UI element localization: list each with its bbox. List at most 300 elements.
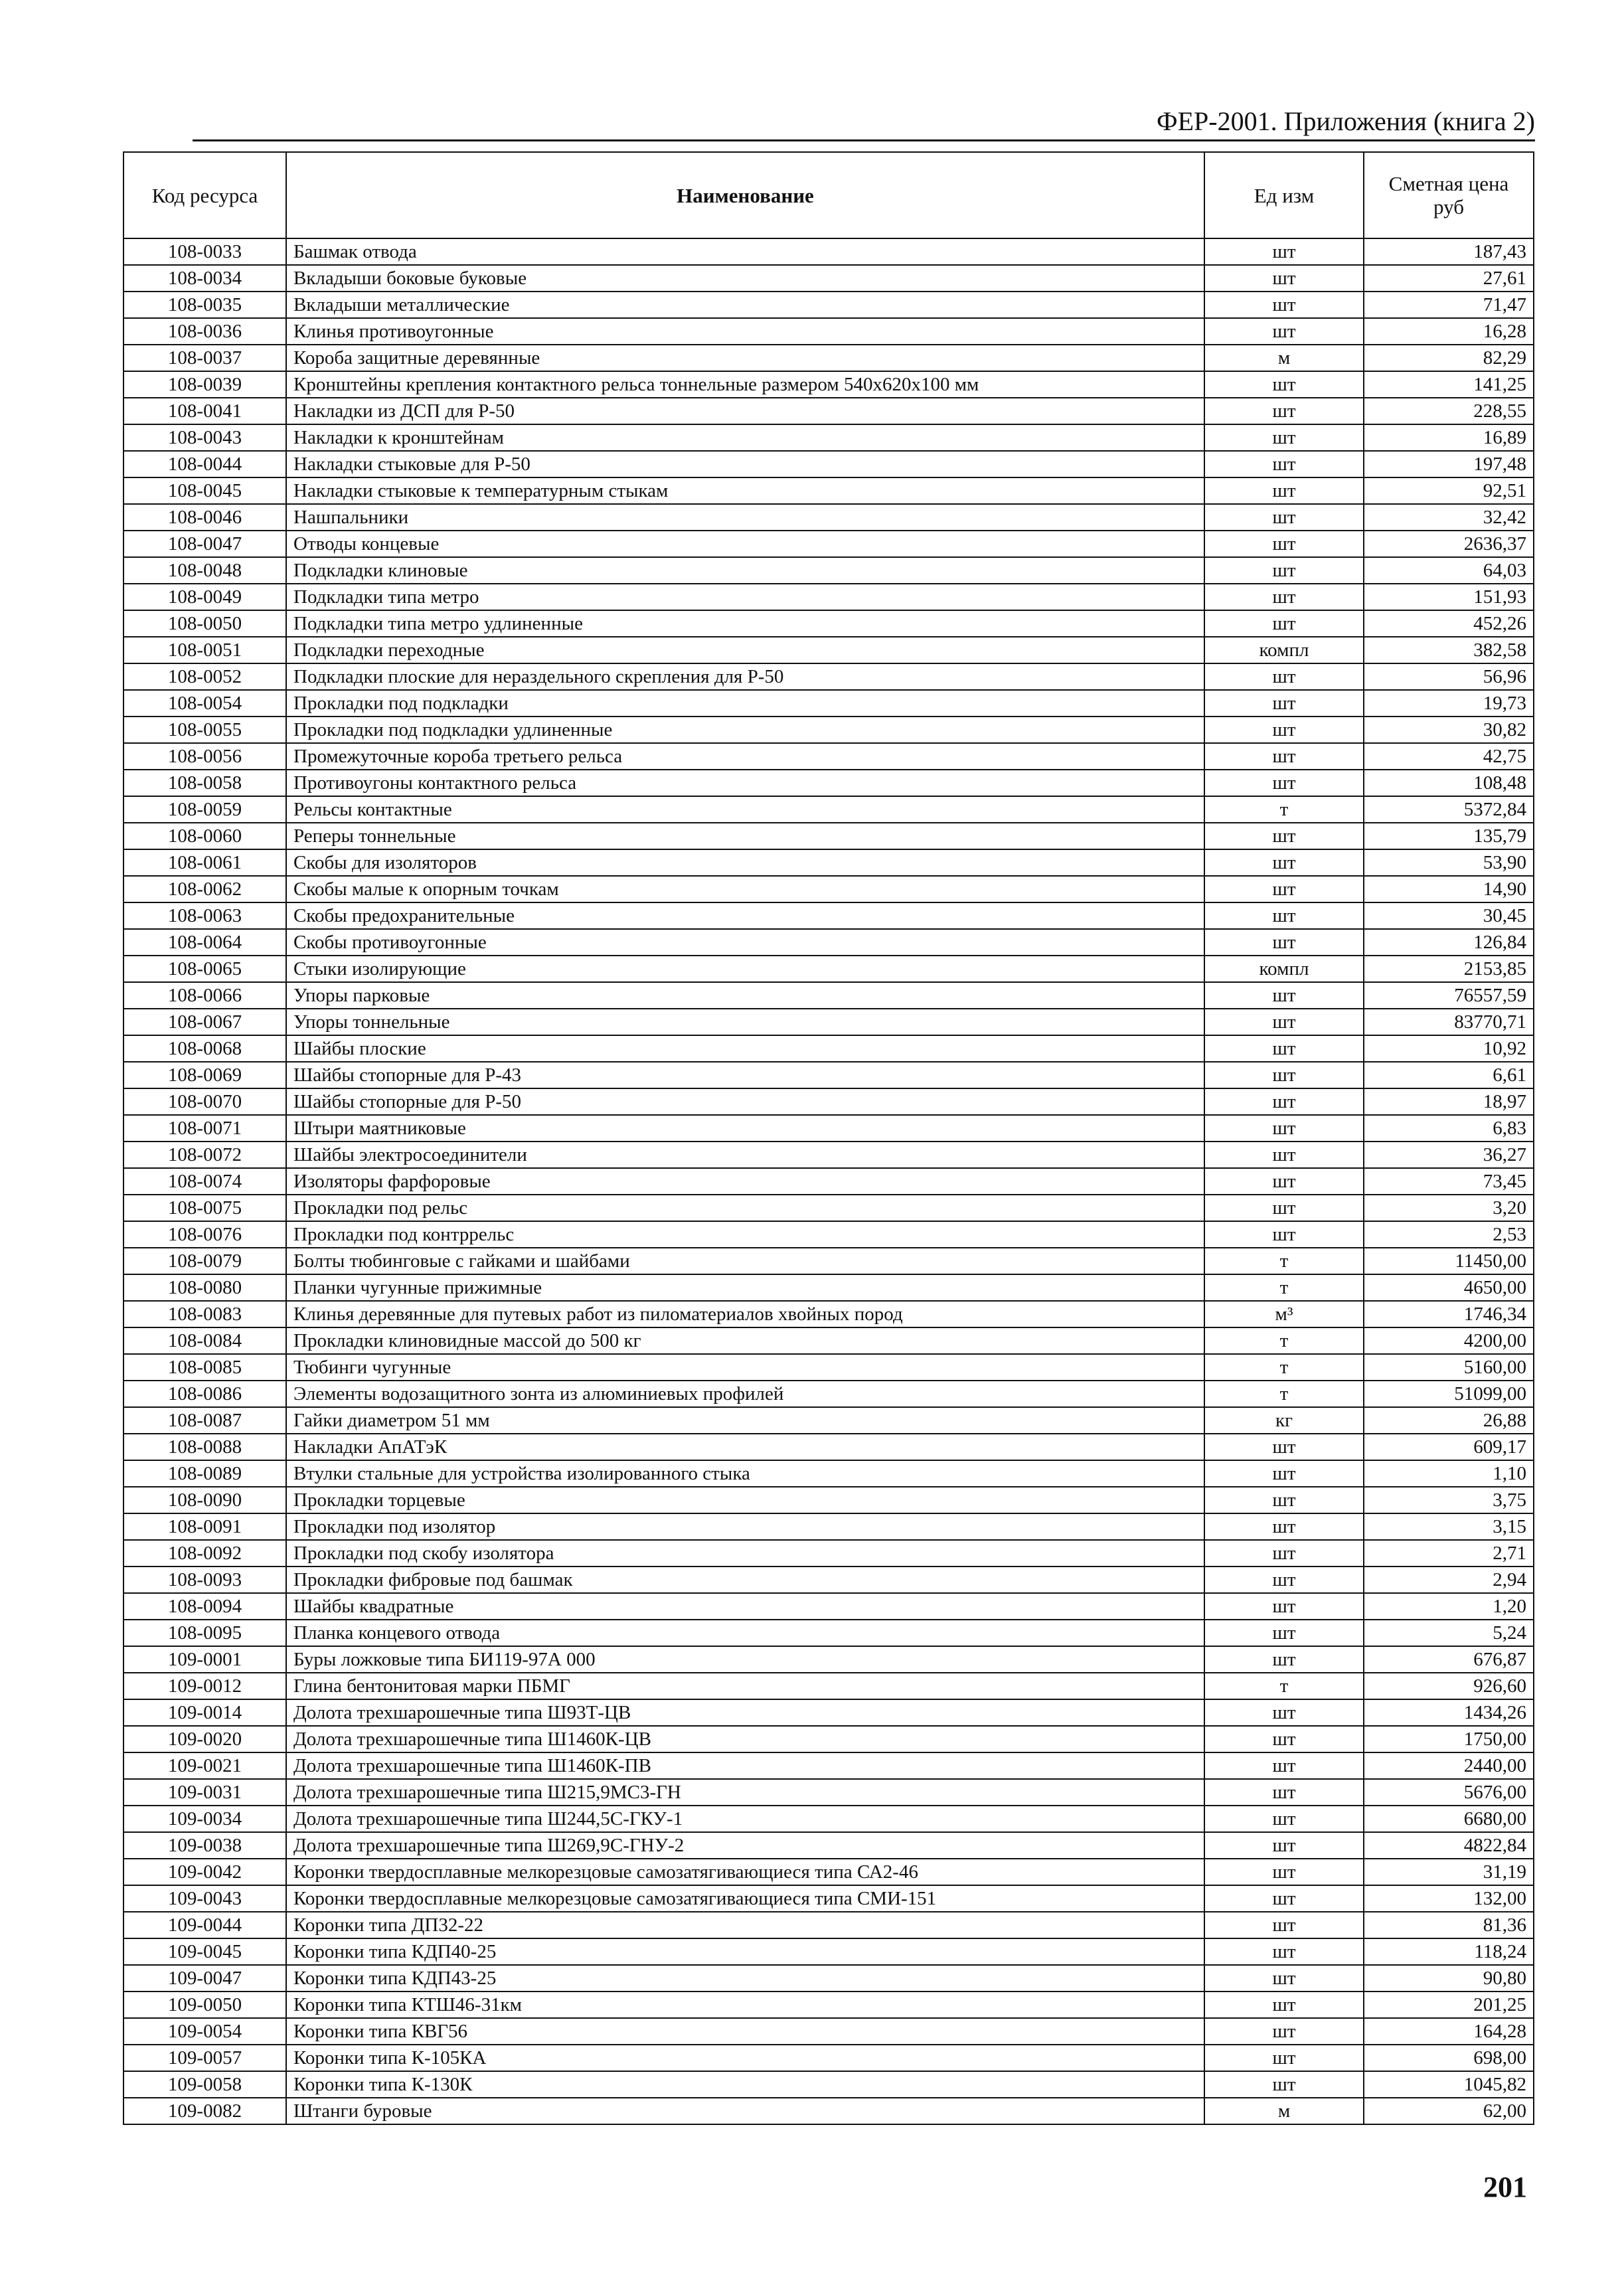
cell-resource-code: 108-0092 (123, 1540, 286, 1567)
table-row (123, 1513, 1534, 1540)
cell-unit: т (1204, 796, 1364, 823)
cell-unit: шт (1204, 1912, 1364, 1938)
cell-price: 228,55 (1364, 398, 1534, 424)
cell-price: 132,00 (1364, 1885, 1534, 1912)
cell-price: 6,61 (1364, 1062, 1534, 1088)
table-row (123, 956, 1534, 982)
cell-unit: т (1204, 1673, 1364, 1699)
cell-price: 6,83 (1364, 1115, 1534, 1142)
cell-resource-name: Элементы водозащитного зонта из алюминиевых профилей (286, 1381, 1204, 1407)
column-header-price: Сметная цена руб (1364, 152, 1534, 238)
table-row (123, 2018, 1534, 2045)
cell-resource-name: Кронштейны крепления контактного рельса тоннельные размером 540х620х100 мм (286, 371, 1204, 398)
cell-resource-code: 108-0074 (123, 1168, 286, 1195)
table-row (123, 424, 1534, 451)
cell-resource-code: 108-0061 (123, 849, 286, 876)
cell-price: 452,26 (1364, 610, 1534, 637)
cell-price: 2440,00 (1364, 1752, 1534, 1779)
cell-price: 51099,00 (1364, 1381, 1534, 1407)
cell-price: 609,17 (1364, 1434, 1534, 1460)
cell-price: 56,96 (1364, 663, 1534, 690)
cell-resource-name: Штыри маятниковые (286, 1115, 1204, 1142)
table-row (123, 1301, 1534, 1327)
cell-resource-name: Долота трехшарошечные типа Ш93Т-ЦВ (286, 1699, 1204, 1726)
cell-price: 201,25 (1364, 1992, 1534, 2018)
cell-unit: шт (1204, 1646, 1364, 1673)
cell-resource-name: Упоры парковые (286, 982, 1204, 1009)
table-row (123, 1195, 1534, 1221)
cell-resource-name: Коронки типа К-105КА (286, 2045, 1204, 2071)
cell-resource-name: Прокладки под рельс (286, 1195, 1204, 1221)
table-row (123, 1142, 1534, 1168)
table-row (123, 1992, 1534, 2018)
cell-resource-code: 108-0064 (123, 929, 286, 956)
table-row (123, 1806, 1534, 1832)
cell-resource-name: Клинья деревянные для путевых работ из пиломатериалов хвойных пород (286, 1301, 1204, 1327)
table-row (123, 1009, 1534, 1035)
cell-resource-name: Долота трехшарошечные типа Ш1460К-ЦВ (286, 1726, 1204, 1752)
cell-resource-name: Глина бентонитовая марки ПБМГ (286, 1673, 1204, 1699)
cell-resource-code: 108-0072 (123, 1142, 286, 1168)
cell-resource-code: 108-0041 (123, 398, 286, 424)
cell-unit: шт (1204, 1487, 1364, 1513)
cell-resource-name: Башмак отвода (286, 238, 1204, 265)
cell-resource-name: Долота трехшарошечные типа Ш269,9С-ГНУ-2 (286, 1832, 1204, 1859)
cell-resource-name: Коронки типа КДП43-25 (286, 1965, 1204, 1992)
cell-resource-code: 109-0020 (123, 1726, 286, 1752)
cell-price: 26,88 (1364, 1407, 1534, 1434)
cell-price: 30,45 (1364, 902, 1534, 929)
cell-resource-name: Прокладки под подкладки (286, 690, 1204, 717)
page-number: 201 (1483, 2171, 1527, 2203)
table-row (123, 637, 1534, 663)
cell-price: 2636,37 (1364, 531, 1534, 557)
cell-unit: шт (1204, 292, 1364, 318)
cell-resource-code: 108-0036 (123, 318, 286, 345)
cell-unit: шт (1204, 1938, 1364, 1965)
cell-resource-code: 108-0079 (123, 1248, 286, 1274)
table-row (123, 929, 1534, 956)
cell-resource-code: 109-0044 (123, 1912, 286, 1938)
cell-resource-name: Реперы тоннельные (286, 823, 1204, 849)
cell-resource-name: Шайбы квадратные (286, 1593, 1204, 1620)
cell-resource-code: 109-0021 (123, 1752, 286, 1779)
cell-resource-name: Шайбы электросоединители (286, 1142, 1204, 1168)
cell-resource-code: 109-0054 (123, 2018, 286, 2045)
table-row (123, 1726, 1534, 1752)
table-row (123, 743, 1534, 770)
cell-resource-name: Скобы для изоляторов (286, 849, 1204, 876)
table-row (123, 1407, 1534, 1434)
cell-resource-code: 109-0058 (123, 2071, 286, 2098)
table-row (123, 1088, 1534, 1115)
column-header-name: Наименование (286, 152, 1204, 238)
cell-unit: шт (1204, 1593, 1364, 1620)
cell-unit: шт (1204, 398, 1364, 424)
cell-unit: шт (1204, 1142, 1364, 1168)
cell-resource-name: Долота трехшарошечные типа Ш215,9МС3-ГН (286, 1779, 1204, 1806)
cell-resource-code: 108-0089 (123, 1460, 286, 1487)
cell-unit: м³ (1204, 1301, 1364, 1327)
cell-unit: шт (1204, 1221, 1364, 1248)
table-row (123, 1248, 1534, 1274)
cell-unit: м (1204, 2098, 1364, 2124)
cell-price: 10,92 (1364, 1035, 1534, 1062)
table-row (123, 876, 1534, 902)
cell-unit: шт (1204, 823, 1364, 849)
cell-unit: шт (1204, 504, 1364, 531)
cell-unit: кг (1204, 1407, 1364, 1434)
cell-unit: т (1204, 1327, 1364, 1354)
cell-unit: шт (1204, 1062, 1364, 1088)
cell-resource-code: 109-0082 (123, 2098, 286, 2124)
cell-unit: шт (1204, 902, 1364, 929)
cell-resource-code: 108-0069 (123, 1062, 286, 1088)
table-row (123, 345, 1534, 371)
cell-resource-code: 108-0076 (123, 1221, 286, 1248)
cell-resource-name: Штанги буровые (286, 2098, 1204, 2124)
table-row (123, 1673, 1534, 1699)
table-row (123, 849, 1534, 876)
cell-resource-code: 108-0091 (123, 1513, 286, 1540)
cell-resource-code: 108-0080 (123, 1274, 286, 1301)
cell-resource-code: 109-0038 (123, 1832, 286, 1859)
cell-resource-code: 108-0094 (123, 1593, 286, 1620)
table-row (123, 1938, 1534, 1965)
cell-price: 11450,00 (1364, 1248, 1534, 1274)
cell-price: 135,79 (1364, 823, 1534, 849)
cell-price: 76557,59 (1364, 982, 1534, 1009)
cell-resource-code: 108-0046 (123, 504, 286, 531)
cell-resource-name: Прокладки под контррельс (286, 1221, 1204, 1248)
cell-price: 27,61 (1364, 265, 1534, 292)
cell-resource-code: 108-0059 (123, 796, 286, 823)
table-row (123, 451, 1534, 477)
cell-resource-code: 108-0071 (123, 1115, 286, 1142)
table-header-row (123, 152, 1534, 238)
table-row (123, 1620, 1534, 1646)
cell-resource-name: Втулки стальные для устройства изолированного стыка (286, 1460, 1204, 1487)
cell-resource-name: Коронки типа ДП32-22 (286, 1912, 1204, 1938)
cell-price: 4200,00 (1364, 1327, 1534, 1354)
cell-resource-code: 108-0034 (123, 265, 286, 292)
cell-resource-code: 108-0083 (123, 1301, 286, 1327)
table-row (123, 1646, 1534, 1673)
cell-price: 19,73 (1364, 690, 1534, 717)
table-row (123, 1381, 1534, 1407)
table-row (123, 1912, 1534, 1938)
cell-resource-name: Накладки к кронштейнам (286, 424, 1204, 451)
page-header-title: ФЕР-2001. Приложения (книга 2) (1157, 106, 1535, 136)
cell-resource-name: Гайки диаметром 51 мм (286, 1407, 1204, 1434)
cell-unit: шт (1204, 531, 1364, 557)
cell-unit: шт (1204, 1009, 1364, 1035)
cell-resource-code: 108-0086 (123, 1381, 286, 1407)
cell-resource-code: 109-0043 (123, 1885, 286, 1912)
cell-unit: шт (1204, 1168, 1364, 1195)
cell-unit: т (1204, 1274, 1364, 1301)
cell-resource-code: 108-0058 (123, 770, 286, 796)
cell-unit: шт (1204, 1115, 1364, 1142)
cell-unit: шт (1204, 1434, 1364, 1460)
cell-resource-name: Отводы концевые (286, 531, 1204, 557)
cell-price: 126,84 (1364, 929, 1534, 956)
table-row (123, 504, 1534, 531)
cell-price: 1,20 (1364, 1593, 1534, 1620)
cell-resource-code: 109-0042 (123, 1859, 286, 1885)
cell-unit: шт (1204, 584, 1364, 610)
cell-unit: шт (1204, 1726, 1364, 1752)
table-row (123, 1274, 1534, 1301)
table-row (123, 1460, 1534, 1487)
cell-resource-code: 108-0084 (123, 1327, 286, 1354)
column-header-unit: Ед изм (1204, 152, 1364, 238)
cell-resource-code: 108-0035 (123, 292, 286, 318)
cell-price: 1750,00 (1364, 1726, 1534, 1752)
cell-unit: м (1204, 345, 1364, 371)
cell-resource-name: Шайбы стопорные для Р-50 (286, 1088, 1204, 1115)
cell-unit: шт (1204, 371, 1364, 398)
table-row (123, 796, 1534, 823)
cell-price: 6680,00 (1364, 1806, 1534, 1832)
cell-price: 83770,71 (1364, 1009, 1534, 1035)
cell-resource-code: 108-0085 (123, 1354, 286, 1381)
cell-resource-name: Коронки типа КТШ46-31км (286, 1992, 1204, 2018)
cell-price: 90,80 (1364, 1965, 1534, 1992)
cell-unit: шт (1204, 982, 1364, 1009)
table-row (123, 557, 1534, 584)
column-header-code: Код ресурса (123, 152, 286, 238)
table-row (123, 902, 1534, 929)
cell-resource-code: 108-0048 (123, 557, 286, 584)
table-row (123, 318, 1534, 345)
table-row (123, 1221, 1534, 1248)
cell-unit: шт (1204, 1752, 1364, 1779)
table-row (123, 1168, 1534, 1195)
cell-resource-name: Коронки типа КВГ56 (286, 2018, 1204, 2045)
resource-price-table (123, 151, 1534, 2125)
cell-unit: шт (1204, 1620, 1364, 1646)
cell-resource-code: 109-0012 (123, 1673, 286, 1699)
cell-price: 698,00 (1364, 2045, 1534, 2071)
cell-resource-name: Противоугоны контактного рельса (286, 770, 1204, 796)
cell-price: 32,42 (1364, 504, 1534, 531)
cell-unit: шт (1204, 451, 1364, 477)
cell-unit: шт (1204, 2071, 1364, 2098)
cell-resource-code: 109-0045 (123, 1938, 286, 1965)
cell-unit: шт (1204, 557, 1364, 584)
cell-resource-name: Подкладки плоские для нераздельного скрепления для Р-50 (286, 663, 1204, 690)
cell-unit: шт (1204, 1885, 1364, 1912)
cell-resource-code: 109-0031 (123, 1779, 286, 1806)
cell-unit: шт (1204, 610, 1364, 637)
cell-price: 53,90 (1364, 849, 1534, 876)
cell-resource-code: 108-0039 (123, 371, 286, 398)
cell-resource-name: Шайбы плоские (286, 1035, 1204, 1062)
cell-resource-code: 108-0043 (123, 424, 286, 451)
cell-resource-name: Коронки твердосплавные мелкорезцовые самозатягивающиеся типа СА2-46 (286, 1859, 1204, 1885)
cell-resource-code: 108-0067 (123, 1009, 286, 1035)
table-row (123, 1832, 1534, 1859)
table-row (123, 1859, 1534, 1885)
table-row (123, 238, 1534, 265)
cell-unit: т (1204, 1381, 1364, 1407)
cell-resource-code: 108-0070 (123, 1088, 286, 1115)
cell-resource-code: 109-0050 (123, 1992, 286, 2018)
cell-price: 164,28 (1364, 2018, 1534, 2045)
cell-unit: шт (1204, 1779, 1364, 1806)
cell-resource-name: Клинья противоугонные (286, 318, 1204, 345)
cell-price: 5160,00 (1364, 1354, 1534, 1381)
cell-price: 71,47 (1364, 292, 1534, 318)
cell-resource-name: Коронки типа КДП40-25 (286, 1938, 1204, 1965)
table-row (123, 1540, 1534, 1567)
table-row (123, 690, 1534, 717)
cell-price: 2,71 (1364, 1540, 1534, 1567)
cell-resource-code: 108-0068 (123, 1035, 286, 1062)
table-row (123, 1354, 1534, 1381)
table-row (123, 371, 1534, 398)
cell-resource-code: 108-0047 (123, 531, 286, 557)
cell-resource-name: Стыки изолирующие (286, 956, 1204, 982)
cell-resource-code: 109-0014 (123, 1699, 286, 1726)
cell-price: 187,43 (1364, 238, 1534, 265)
cell-resource-name: Подкладки типа метро удлиненные (286, 610, 1204, 637)
cell-resource-name: Скобы малые к опорным точкам (286, 876, 1204, 902)
header-rule (193, 139, 1535, 141)
table-row (123, 663, 1534, 690)
cell-unit: шт (1204, 1035, 1364, 1062)
cell-price: 1045,82 (1364, 2071, 1534, 2098)
table-row (123, 1965, 1534, 1992)
cell-price: 16,28 (1364, 318, 1534, 345)
cell-unit: компл (1204, 637, 1364, 663)
cell-resource-name: Подкладки клиновые (286, 557, 1204, 584)
table-row (123, 1035, 1534, 1062)
cell-price: 1434,26 (1364, 1699, 1534, 1726)
table-row (123, 1752, 1534, 1779)
cell-resource-code: 108-0050 (123, 610, 286, 637)
cell-unit: шт (1204, 318, 1364, 345)
cell-price: 676,87 (1364, 1646, 1534, 1673)
cell-resource-code: 108-0093 (123, 1567, 286, 1593)
cell-price: 108,48 (1364, 770, 1534, 796)
cell-resource-name: Рельсы контактные (286, 796, 1204, 823)
cell-price: 2153,85 (1364, 956, 1534, 982)
table-row (123, 1487, 1534, 1513)
cell-resource-name: Вкладыши боковые буковые (286, 265, 1204, 292)
cell-unit: шт (1204, 2018, 1364, 2045)
cell-price: 2,53 (1364, 1221, 1534, 1248)
table-row (123, 2071, 1534, 2098)
cell-unit: шт (1204, 876, 1364, 902)
table-row (123, 2098, 1534, 2124)
cell-price: 4650,00 (1364, 1274, 1534, 1301)
cell-resource-name: Упоры тоннельные (286, 1009, 1204, 1035)
cell-unit: шт (1204, 1806, 1364, 1832)
table-row (123, 823, 1534, 849)
cell-price: 151,93 (1364, 584, 1534, 610)
cell-price: 73,45 (1364, 1168, 1534, 1195)
cell-unit: шт (1204, 1965, 1364, 1992)
table-row (123, 1567, 1534, 1593)
table-row (123, 531, 1534, 557)
cell-resource-code: 108-0055 (123, 717, 286, 743)
table-row (123, 1885, 1534, 1912)
cell-resource-name: Подкладки переходные (286, 637, 1204, 663)
cell-price: 18,97 (1364, 1088, 1534, 1115)
cell-price: 14,90 (1364, 876, 1534, 902)
cell-resource-name: Подкладки типа метро (286, 584, 1204, 610)
table-row (123, 2045, 1534, 2071)
cell-resource-name: Долота трехшарошечные типа Ш244,5С-ГКУ-1 (286, 1806, 1204, 1832)
cell-price: 30,82 (1364, 717, 1534, 743)
cell-price: 3,15 (1364, 1513, 1534, 1540)
cell-resource-name: Тюбинги чугунные (286, 1354, 1204, 1381)
cell-resource-code: 108-0075 (123, 1195, 286, 1221)
table-row (123, 610, 1534, 637)
cell-unit: шт (1204, 1859, 1364, 1885)
cell-price: 5,24 (1364, 1620, 1534, 1646)
cell-resource-name: Долота трехшарошечные типа Ш1460К-ПВ (286, 1752, 1204, 1779)
cell-unit: шт (1204, 1195, 1364, 1221)
cell-price: 3,75 (1364, 1487, 1534, 1513)
cell-price: 382,58 (1364, 637, 1534, 663)
table-body (123, 238, 1534, 2124)
table-row (123, 1593, 1534, 1620)
cell-resource-name: Скобы предохранительные (286, 902, 1204, 929)
cell-unit: шт (1204, 477, 1364, 504)
cell-resource-name: Изоляторы фарфоровые (286, 1168, 1204, 1195)
cell-resource-code: 108-0037 (123, 345, 286, 371)
cell-unit: шт (1204, 743, 1364, 770)
cell-resource-name: Коронки твердосплавные мелкорезцовые самозатягивающиеся типа СМИ-151 (286, 1885, 1204, 1912)
cell-resource-name: Накладки стыковые к температурным стыкам (286, 477, 1204, 504)
cell-resource-code: 108-0063 (123, 902, 286, 929)
cell-unit: шт (1204, 849, 1364, 876)
table-row (123, 1699, 1534, 1726)
cell-price: 92,51 (1364, 477, 1534, 504)
cell-resource-name: Планка концевого отвода (286, 1620, 1204, 1646)
table-row (123, 1434, 1534, 1460)
cell-resource-name: Прокладки клиновидные массой до 500 кг (286, 1327, 1204, 1354)
cell-price: 4822,84 (1364, 1832, 1534, 1859)
cell-price: 31,19 (1364, 1859, 1534, 1885)
cell-resource-name: Накладки стыковые для Р-50 (286, 451, 1204, 477)
cell-price: 82,29 (1364, 345, 1534, 371)
cell-price: 5372,84 (1364, 796, 1534, 823)
cell-price: 1746,34 (1364, 1301, 1534, 1327)
cell-price: 81,36 (1364, 1912, 1534, 1938)
cell-price: 141,25 (1364, 371, 1534, 398)
cell-price: 5676,00 (1364, 1779, 1534, 1806)
cell-resource-name: Болты тюбинговые с гайками и шайбами (286, 1248, 1204, 1274)
cell-resource-name: Коронки типа К-130К (286, 2071, 1204, 2098)
cell-resource-code: 108-0056 (123, 743, 286, 770)
cell-resource-code: 108-0095 (123, 1620, 286, 1646)
cell-price: 62,00 (1364, 2098, 1534, 2124)
cell-unit: т (1204, 1354, 1364, 1381)
table-row (123, 1062, 1534, 1088)
table-row (123, 398, 1534, 424)
cell-resource-name: Промежуточные короба третьего рельса (286, 743, 1204, 770)
cell-resource-code: 109-0047 (123, 1965, 286, 1992)
cell-price: 197,48 (1364, 451, 1534, 477)
cell-unit: шт (1204, 770, 1364, 796)
cell-resource-code: 109-0034 (123, 1806, 286, 1832)
cell-resource-name: Планки чугунные прижимные (286, 1274, 1204, 1301)
table-row (123, 982, 1534, 1009)
